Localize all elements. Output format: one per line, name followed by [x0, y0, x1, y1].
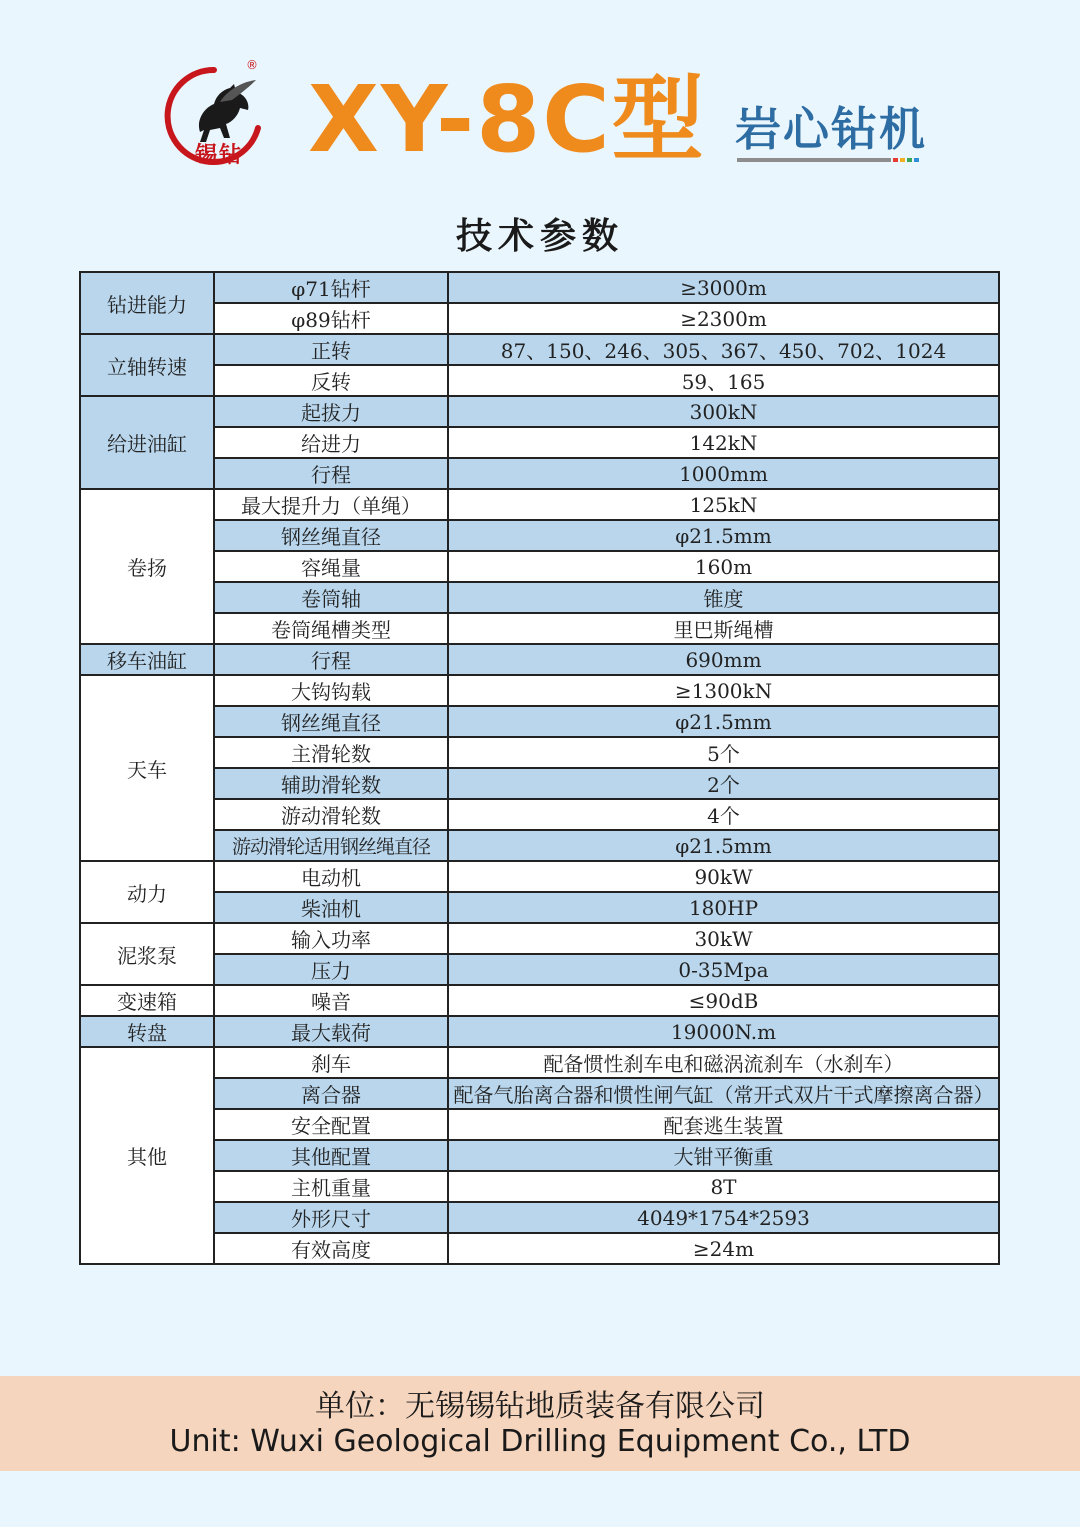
item-cell: 卷筒绳槽类型 [214, 613, 448, 644]
table-row [80, 582, 999, 613]
value-cell: 里巴斯绳槽 [448, 613, 999, 644]
value-cell: 59、165 [448, 365, 999, 396]
category-cell: 给进油缸 [80, 396, 214, 489]
table-row [80, 458, 999, 489]
category-cell: 移车油缸 [80, 644, 214, 675]
table-row [80, 706, 999, 737]
item-cell: 安全配置 [214, 1109, 448, 1140]
item-cell: 最大提升力（单绳） [214, 489, 448, 520]
value-cell: ≥2300m [448, 303, 999, 334]
item-cell: 离合器 [214, 1078, 448, 1109]
category-cell: 立轴转速 [80, 334, 214, 396]
table-row [80, 1140, 999, 1171]
value-cell: 87、150、246、305、367、450、702、1024 [448, 334, 999, 365]
value-cell: 配备气胎离合器和惯性闸气缸（常开式双片干式摩擦离合器） [448, 1078, 999, 1109]
category-cell: 变速箱 [80, 985, 214, 1016]
value-cell: 142kN [448, 427, 999, 458]
category-cell: 卷扬 [80, 489, 214, 644]
item-cell: 给进力 [214, 427, 448, 458]
value-cell: 配备惯性刹车电和磁涡流刹车（水刹车） [448, 1047, 999, 1078]
item-cell: 柴油机 [214, 892, 448, 923]
item-cell: 正转 [214, 334, 448, 365]
table-row [80, 1078, 999, 1109]
table-row [80, 427, 999, 458]
value-cell: 160m [448, 551, 999, 582]
table-row [80, 303, 999, 334]
value-cell: 90kW [448, 861, 999, 892]
table-row [80, 954, 999, 985]
product-subtitle: 岩心钻机 [735, 102, 927, 156]
header [0, 0, 1080, 200]
item-cell: 行程 [214, 644, 448, 675]
item-cell: 游动滑轮数 [214, 799, 448, 830]
table-row [80, 365, 999, 396]
item-cell: 外形尺寸 [214, 1202, 448, 1233]
value-cell: φ21.5mm [448, 830, 999, 861]
table-row [80, 520, 999, 551]
spec-table-body [80, 272, 999, 1264]
table-row [80, 985, 999, 1016]
item-cell: 行程 [214, 458, 448, 489]
item-cell: 钢丝绳直径 [214, 706, 448, 737]
table-row [80, 799, 999, 830]
subtitle-underline [737, 158, 891, 162]
item-cell: 有效高度 [214, 1233, 448, 1264]
value-cell: ≤90dB [448, 985, 999, 1016]
value-cell: 2个 [448, 768, 999, 799]
table-row [80, 737, 999, 768]
value-cell: 大钳平衡重 [448, 1140, 999, 1171]
item-cell: 其他配置 [214, 1140, 448, 1171]
value-cell: 配套逃生装置 [448, 1109, 999, 1140]
item-cell: 主滑轮数 [214, 737, 448, 768]
table-row [80, 551, 999, 582]
value-cell: 180HP [448, 892, 999, 923]
table-row [80, 1016, 999, 1047]
value-cell: ≥3000m [448, 272, 999, 303]
table-row [80, 1047, 999, 1078]
item-cell: φ89钻杆 [214, 303, 448, 334]
registered-mark: ® [246, 58, 258, 72]
table-row [80, 830, 999, 861]
table-row [80, 272, 999, 303]
table-row [80, 396, 999, 427]
item-cell: 电动机 [214, 861, 448, 892]
table-row [80, 613, 999, 644]
table-row [80, 1202, 999, 1233]
category-cell: 动力 [80, 861, 214, 923]
category-cell: 天车 [80, 675, 214, 861]
value-cell: 19000N.m [448, 1016, 999, 1047]
item-cell: 噪音 [214, 985, 448, 1016]
table-row [80, 644, 999, 675]
company-name-cn: 单位：无锡锡钻地质装备有限公司 [315, 1389, 765, 1424]
value-cell: 0-35Mpa [448, 954, 999, 985]
logo-text: 锡钻 [195, 143, 244, 168]
footer [0, 1376, 1080, 1471]
value-cell: ≥24m [448, 1233, 999, 1264]
subtitle-color-dots [893, 158, 921, 177]
item-cell: 输入功率 [214, 923, 448, 954]
value-cell: 690mm [448, 644, 999, 675]
table-row [80, 861, 999, 892]
item-cell: 大钩钩载 [214, 675, 448, 706]
table-row [80, 1171, 999, 1202]
spec-table [79, 271, 1000, 1265]
item-cell: 起拔力 [214, 396, 448, 427]
value-cell: 125kN [448, 489, 999, 520]
value-cell: ≥1300kN [448, 675, 999, 706]
section-title: 技术参数 [455, 216, 624, 257]
item-cell: 反转 [214, 365, 448, 396]
category-cell: 转盘 [80, 1016, 214, 1047]
model-title: XY-8C型 [308, 66, 706, 173]
value-cell: 30kW [448, 923, 999, 954]
item-cell: 钢丝绳直径 [214, 520, 448, 551]
category-cell: 泥浆泵 [80, 923, 214, 985]
item-cell: 刹车 [214, 1047, 448, 1078]
item-cell: φ71钻杆 [214, 272, 448, 303]
table-row [80, 1109, 999, 1140]
table-row [80, 768, 999, 799]
item-cell: 游动滑轮适用钢丝绳直径 [214, 830, 448, 861]
value-cell: 锥度 [448, 582, 999, 613]
value-cell: φ21.5mm [448, 520, 999, 551]
item-cell: 卷筒轴 [214, 582, 448, 613]
item-cell: 容绳量 [214, 551, 448, 582]
table-row [80, 675, 999, 706]
category-cell: 其他 [80, 1047, 214, 1264]
value-cell: 300kN [448, 396, 999, 427]
value-cell: 8T [448, 1171, 999, 1202]
table-row [80, 489, 999, 520]
value-cell: 4049*1754*2593 [448, 1202, 999, 1233]
value-cell: 5个 [448, 737, 999, 768]
table-row [80, 923, 999, 954]
category-cell: 钻进能力 [80, 272, 214, 334]
item-cell: 最大载荷 [214, 1016, 448, 1047]
table-row [80, 334, 999, 365]
item-cell: 主机重量 [214, 1171, 448, 1202]
table-row [80, 1233, 999, 1264]
item-cell: 辅助滑轮数 [214, 768, 448, 799]
item-cell: 压力 [214, 954, 448, 985]
value-cell: 4个 [448, 799, 999, 830]
value-cell: 1000mm [448, 458, 999, 489]
table-row [80, 892, 999, 923]
company-name-en: Unit: Wuxi Geological Drilling Equipment Co., LTD [169, 1424, 911, 1459]
value-cell: φ21.5mm [448, 706, 999, 737]
